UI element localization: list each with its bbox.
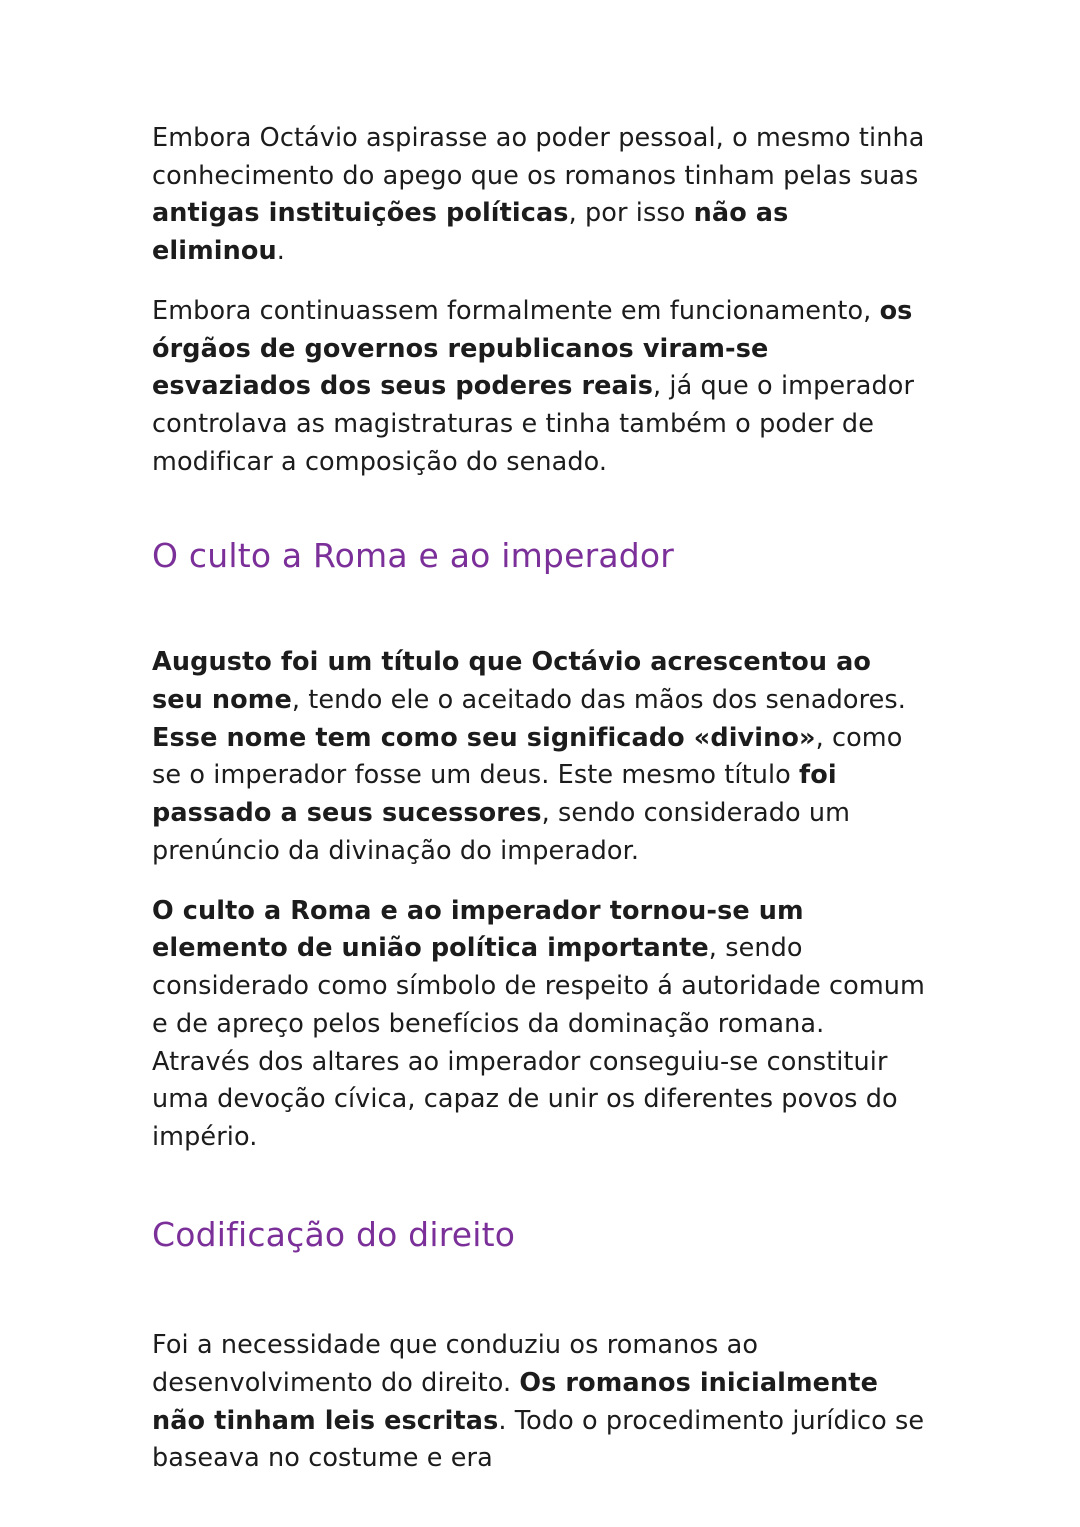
body-text: , tendo ele o aceitado das mãos dos senadores. [291, 684, 907, 715]
emphasis-text: Esse nome tem como seu significado «divino» [152, 722, 816, 753]
paragraph [152, 644, 928, 870]
document-content [152, 120, 928, 1478]
spacer [152, 1157, 928, 1213]
paragraph [152, 893, 928, 1157]
section-culto [152, 644, 928, 1157]
paragraph [152, 120, 928, 271]
spacer [152, 578, 928, 644]
body-text: , por isso [568, 198, 694, 229]
emphasis-text: Os romanos inicialmente não tinham leis escritas [152, 1367, 878, 1436]
body-text: , sendo considerado como símbolo de respeito á autoridade comum e de apreço pelos benefícios da dominação romana. Através dos altares ao imperador conseguiu-se constituir uma devoção cívica, capaz de unir os diferentes povos do império. [152, 933, 925, 1152]
spacer [152, 1257, 928, 1327]
paragraph [152, 1327, 928, 1478]
emphasis-text: foi passado a seus sucessores [152, 760, 837, 829]
emphasis-text: os órgãos de governos republicanos viram-se esvaziados dos seus poderes reais [152, 295, 913, 402]
body-text: Embora continuassem formalmente em funcionamento, [152, 295, 880, 326]
emphasis-text: antigas instituições políticas [152, 198, 569, 229]
body-text: Embora Octávio aspirasse ao poder pessoal, o mesmo tinha conhecimento do apego que os romanos tinham pelas suas [152, 123, 925, 191]
paragraph [152, 293, 928, 482]
spacer [152, 482, 928, 534]
section-heading-culto: O culto a Roma e ao imperador [152, 535, 675, 575]
section-intro [152, 120, 928, 482]
section-heading-codificacao: Codificação do direito [152, 1214, 516, 1254]
body-text: , sendo considerado um prenúncio da divinação do imperador. [152, 798, 851, 866]
section-codificacao [152, 1327, 928, 1478]
emphasis-text: Augusto foi um título que Octávio acrescentou ao seu nome [152, 647, 872, 715]
body-text: . [276, 236, 285, 267]
emphasis-text: O culto a Roma e ao imperador tornou-se um elemento de união política importante [152, 895, 804, 964]
body-text: . Todo o procedimento jurídico se baseava no costume e era [152, 1405, 925, 1474]
body-text: , como se o imperador fosse um deus. Este mesmo título [152, 722, 903, 791]
body-text: , já que o imperador controlava as magistraturas e tinha também o poder de modificar a composição do senado. [152, 371, 915, 477]
body-text: Foi a necessidade que conduziu os romanos ao desenvolvimento do direito. [152, 1330, 759, 1398]
emphasis-text: não as eliminou [152, 198, 789, 267]
